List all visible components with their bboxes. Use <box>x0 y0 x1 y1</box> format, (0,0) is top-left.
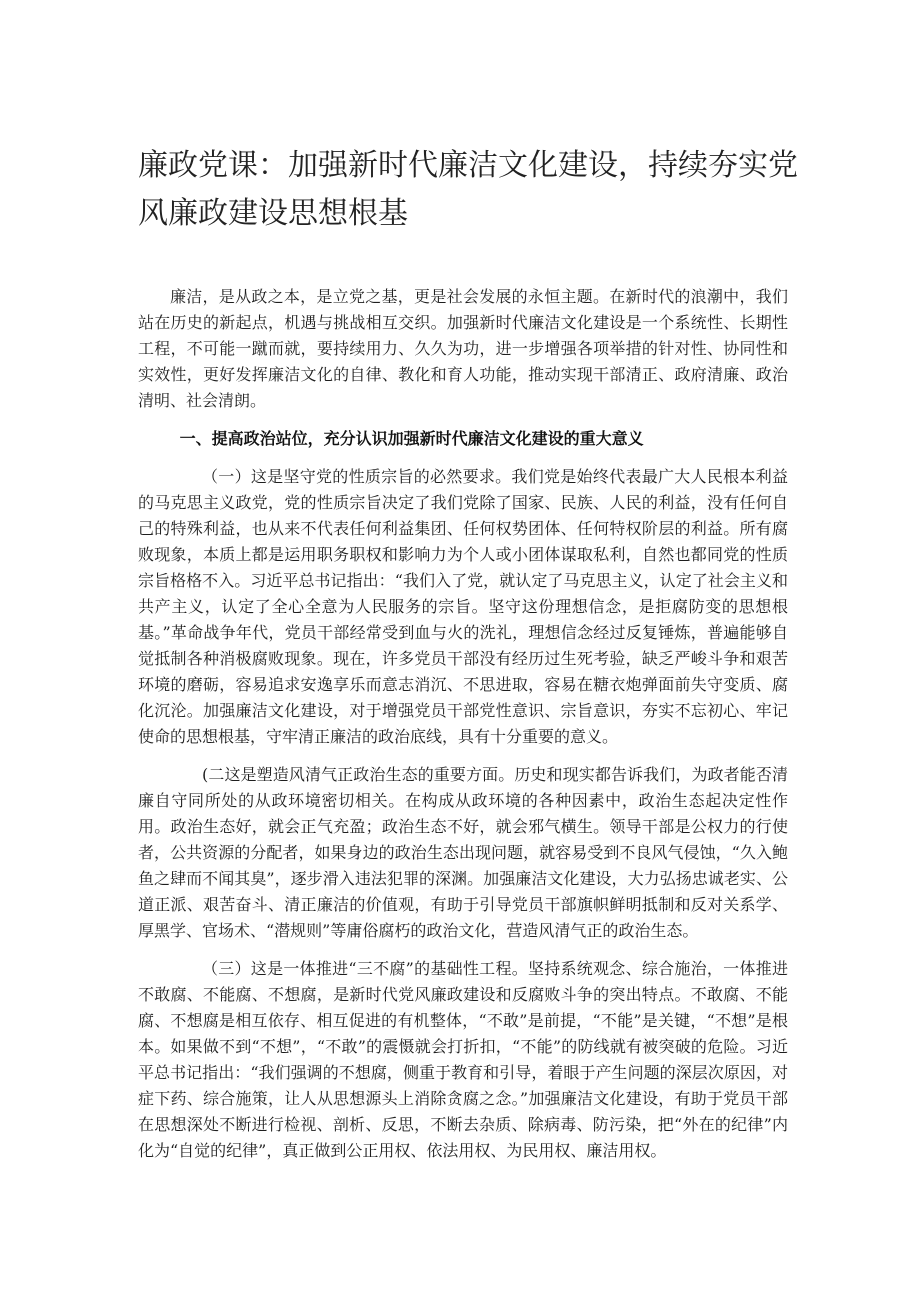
paragraph-1: （一）这是坚守党的性质宗旨的必然要求。我们党是始终代表最广大人民根本利益的马克思主义政党，党的性质宗旨决定了我们党除了国家、民族、人民的利益，没有任何自己的特殊利益，也从来不代表任何利益集团、任何权势团体、任何特权阶层的利益。所有腐败现象，本质上都是运用职务职权和影响力为个人或小团体谋取私利，自然也都同党的性质宗旨格格不入。习近平总书记指出：“我们入了党，就认定了马克思主义，认定了社会主义和共产主义，认定了全心全意为人民服务的宗旨。坚守这份理想信念，是拒腐防变的思想根基。”革命战争年代，党员干部经常受到血与火的洗礼，理想信念经过反复锤炼，普遍能够自觉抵制各种消极腐败现象。现在，许多党员干部没有经历过生死考验，缺乏严峻斗争和艰苦环境的磨砺，容易追求安逸享乐而意志消沉、不思进取，容易在糖衣炮弹面前失守变质、腐化沉沦。加强廉洁文化建设，对于增强党员干部党性意识、宗旨意识，夯实不忘初心、牢记使命的思想根基，守牢清正廉洁的政治底线，具有十分重要的意义。 <box>138 467 788 746</box>
section-heading: 一、提高政治站位，充分认识加强新时代廉洁文化建设的重大意义 <box>179 429 644 448</box>
document-body <box>138 284 788 1176</box>
paragraph-2: (二这是塑造风清气正政治生态的重要方面。历史和现实都告诉我们，为政者能否清廉自守同所处的从政环境密切相关。在构成从政环境的各种因素中，政治生态起决定性作用。政治生态好，就会正气充盈；政治生态不好，就会邪气横生。领导干部是公权力的行使者，公共资源的分配者，如果身边的政治生态出现问题，就容易受到不良风气侵蚀，“久入鲍鱼之肆而不闻其臭”，逐步滑入违法犯罪的深渊。加强廉洁文化建设，大力弘扬忠诚老实、公道正派、艰苦奋斗、清正廉洁的价值观，有助于引导党员干部旗帜鲜明抵制和反对关系学、厚黑学、官场术、“潜规则”等庸俗腐朽的政治文化，营造风清气正的政治生态。 <box>138 765 788 940</box>
intro-paragraph: 廉洁，是从政之本，是立党之基，更是社会发展的永恒主题。在新时代的浪潮中，我们站在历史的新起点，机遇与挑战相互交织。加强新时代廉洁文化建设是一个系统性、长期性工程，不可能一蹴而就，要持续用力、久久为功，进一步增强各项举措的针对性、协同性和实效性，更好发挥廉洁文化的自律、教化和育人功能，推动实现干部清正、政府清廉、政治清明、社会清朗。 <box>138 287 788 410</box>
document-title: 廉政党课：加强新时代廉洁文化建设，持续夯实党风廉政建设思想根基 <box>138 148 798 231</box>
paragraph-3: （三）这是一体推进“三不腐”的基础性工程。坚持系统观念、综合施治，一体推进不敢腐、不能腐、不想腐，是新时代党风廉政建设和反腐败斗争的突出特点。不敢腐、不能腐、不想腐是相互依存、相互促进的有机整体，“不敢”是前提，“不能”是关键，“不想”是根本。如果做不到“不想”，“不敢”的震慑就会打折扣，“不能”的防线就有被突破的危险。习近平总书记指出：“我们强调的不想腐，侧重于教育和引导，着眼于产生问题的深层次原因，对症下药、综合施策，让人从思想源头上消除贪腐之念。”加强廉洁文化建设，有助于党员干部在思想深处不断进行检视、剖析、反思，不断去杂质、除病毒、防污染，把“外在的纪律”内化为“自觉的纪律”，真正做到公正用权、依法用权、为民用权、廉洁用权。 <box>138 959 788 1160</box>
